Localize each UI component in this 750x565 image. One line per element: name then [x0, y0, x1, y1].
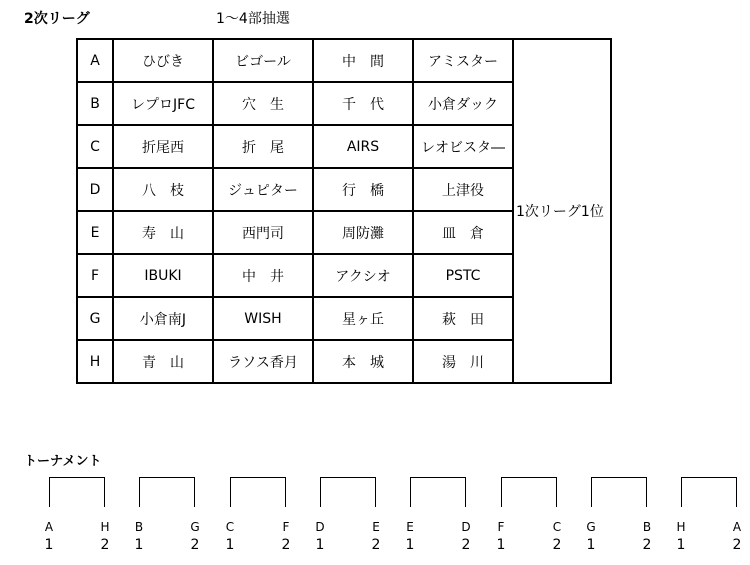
- bracket-group-label: E: [372, 520, 380, 534]
- bracket-rank-label: 1: [134, 537, 144, 553]
- team-cell: PSTC: [413, 254, 513, 297]
- team-cell: ビゴール: [213, 39, 313, 82]
- bracket-group-label: D: [315, 520, 325, 534]
- bracket-group-label: E: [406, 520, 414, 534]
- bracket-rank-label: 2: [732, 537, 742, 553]
- bracket-rank-label: 2: [100, 537, 110, 553]
- team-cell: 星ヶ丘: [313, 297, 413, 340]
- team-cell: 西門司: [213, 211, 313, 254]
- bracket-group-label: D: [461, 520, 471, 534]
- team-cell: 青 山: [113, 340, 213, 383]
- team-cell: 皿 倉: [413, 211, 513, 254]
- bracket-group-label: A: [732, 520, 742, 534]
- group-label: E: [77, 211, 113, 254]
- bracket-rank-label: 1: [225, 537, 235, 553]
- bracket-rank-label: 1: [496, 537, 506, 553]
- group-label: F: [77, 254, 113, 297]
- team-cell: 上津役: [413, 168, 513, 211]
- group-label: A: [77, 39, 113, 82]
- group-label: D: [77, 168, 113, 211]
- group-label: C: [77, 125, 113, 168]
- bracket-rank-label: 1: [586, 537, 596, 553]
- bracket-group-label: H: [676, 520, 686, 534]
- group-label: G: [77, 297, 113, 340]
- bracket-group-label: C: [225, 520, 235, 534]
- bracket-rank-label: 2: [642, 537, 652, 553]
- bracket-rank-label: 1: [676, 537, 686, 553]
- team-cell: 本 城: [313, 340, 413, 383]
- team-cell: アクシオ: [313, 254, 413, 297]
- table-row: [77, 39, 611, 82]
- bracket-match: [501, 477, 557, 507]
- league-table: [76, 38, 612, 384]
- bracket-group-label: G: [190, 520, 200, 534]
- team-cell: 湯 川: [413, 340, 513, 383]
- team-cell: ラソス香月: [213, 340, 313, 383]
- team-cell: 周防灘: [313, 211, 413, 254]
- team-cell: レオビスタ―: [413, 125, 513, 168]
- bracket-match: [230, 477, 286, 507]
- page-title: 2次リーグ: [24, 11, 90, 27]
- bracket-group-label: F: [497, 520, 505, 534]
- team-cell: 萩 田: [413, 297, 513, 340]
- bracket-match: [681, 477, 737, 507]
- bracket-group-label: B: [134, 520, 144, 534]
- bracket-rank-label: 1: [44, 537, 54, 553]
- tournament-title: トーナメント: [24, 454, 102, 469]
- bracket-group-label: G: [586, 520, 596, 534]
- team-cell: 中 井: [213, 254, 313, 297]
- group-label: H: [77, 340, 113, 383]
- bracket-rank-label: 2: [552, 537, 562, 553]
- bracket-group-label: H: [100, 520, 110, 534]
- bracket-group-label: F: [282, 520, 290, 534]
- bracket-rank-label: 2: [461, 537, 471, 553]
- bracket-match: [591, 477, 647, 507]
- bracket-rank-label: 1: [315, 537, 325, 553]
- group-label: B: [77, 82, 113, 125]
- bracket-group-label: C: [552, 520, 562, 534]
- bracket-match: [49, 477, 105, 507]
- team-cell: ひびき: [113, 39, 213, 82]
- team-cell: WISH: [213, 297, 313, 340]
- bracket-match: [410, 477, 466, 507]
- bracket-group-label: A: [44, 520, 54, 534]
- bracket-match: [320, 477, 376, 507]
- bracket-rank-label: 2: [281, 537, 291, 553]
- team-cell: 寿 山: [113, 211, 213, 254]
- team-cell: 折 尾: [213, 125, 313, 168]
- bracket-rank-label: 2: [371, 537, 381, 553]
- team-cell: AIRS: [313, 125, 413, 168]
- bracket-match: [139, 477, 195, 507]
- team-cell: 行 橋: [313, 168, 413, 211]
- team-cell: 八 枝: [113, 168, 213, 211]
- bracket-rank-label: 1: [405, 537, 415, 553]
- team-cell: アミスター: [413, 39, 513, 82]
- team-cell: 小倉ダック: [413, 82, 513, 125]
- bracket-rank-label: 2: [190, 537, 200, 553]
- team-cell: 千 代: [313, 82, 413, 125]
- bracket-group-label: B: [642, 520, 652, 534]
- team-cell: レプロJFC: [113, 82, 213, 125]
- team-cell: 中 間: [313, 39, 413, 82]
- team-cell: 小倉南J: [113, 297, 213, 340]
- team-cell: 穴 生: [213, 82, 313, 125]
- team-cell: IBUKI: [113, 254, 213, 297]
- team-cell: 折尾西: [113, 125, 213, 168]
- first-league-winner-note: 1次リーグ1位: [513, 39, 611, 383]
- team-cell: ジュピター: [213, 168, 313, 211]
- page-subtitle: 1～4部抽選: [216, 11, 290, 27]
